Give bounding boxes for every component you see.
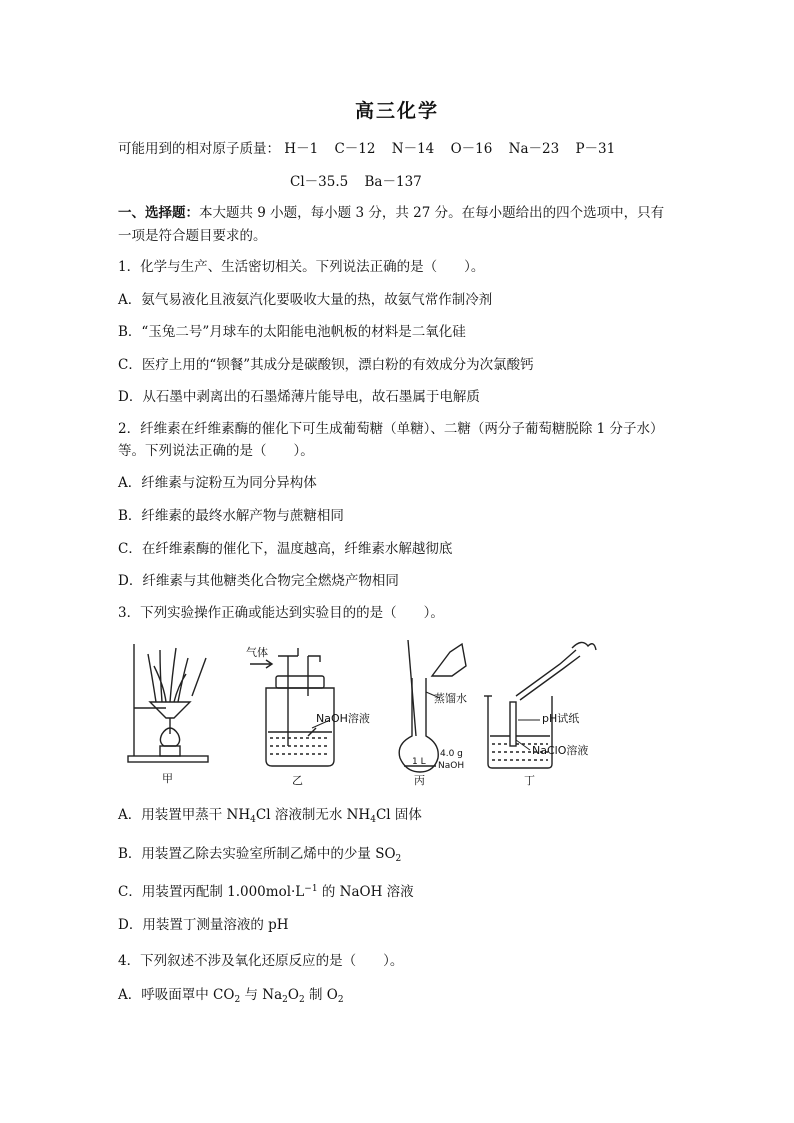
q3-c-sup: −1 bbox=[304, 884, 318, 894]
q4-a-text-1: A．呼吸面罩中 CO bbox=[118, 987, 235, 1003]
label-naoh-solution: NaOH溶液 bbox=[316, 712, 370, 725]
q4-option-a bbox=[118, 986, 344, 1004]
q3-a-text-1: A．用装置甲蒸干 NH bbox=[118, 807, 251, 823]
q4-a-text-3: O bbox=[287, 987, 299, 1003]
label-naclo-solution: NaClO溶液 bbox=[532, 744, 589, 757]
apparatus-jia bbox=[128, 644, 208, 762]
label-mass: 4.0 g bbox=[440, 749, 463, 759]
q2-stem-1: 2．纤维素在纤维素酶的催化下可生成葡萄糖（单糖）、二糖（两分子葡萄糖脱除 1 分子水） bbox=[118, 421, 664, 437]
atomic-mass-cl: Cl－35.5 bbox=[290, 174, 349, 190]
label-flask-volume: 1 L bbox=[412, 757, 426, 767]
label-distilled-water: 蒸馏水 bbox=[434, 692, 467, 705]
atomic-mass-o: O－16 bbox=[450, 141, 493, 157]
atomic-mass-h: H－1 bbox=[284, 141, 319, 157]
atomic-mass-row-2 bbox=[290, 173, 422, 191]
q1-option-a: A．氨气易液化且液氨汽化要吸收大量的热，故氨气常作制冷剂 bbox=[118, 292, 493, 308]
label-naoh: NaOH bbox=[438, 761, 465, 771]
q3-a-sub-2: 4 bbox=[370, 815, 376, 825]
section-text-1: 本大题共 9 小题，每小题 3 分，共 27 分。在每小题给出的四个选项中，只有 bbox=[199, 205, 665, 221]
atomic-mass-label: 可能用到的相对原子质量： bbox=[118, 141, 280, 157]
section-head: 一、选择题： bbox=[118, 205, 199, 221]
atomic-mass-na: Na－23 bbox=[508, 141, 560, 157]
page-title: 高三化学 bbox=[354, 100, 439, 122]
q3-option-d: D．用装置丁测量溶液的 pH bbox=[118, 917, 289, 933]
q4-a-text-4: 制 O bbox=[304, 987, 338, 1003]
q3-a-text-3: Cl 固体 bbox=[375, 807, 422, 823]
q3-b-text: B．用装置乙除去实验室所制乙烯中的少量 SO bbox=[118, 846, 396, 862]
q2-option-c: C．在纤维素酶的催化下，温度越高，纤维素水解越彻底 bbox=[118, 541, 453, 557]
q2-option-b: B．纤维素的最终水解产物与蔗糖相同 bbox=[118, 508, 344, 524]
label-yi: 乙 bbox=[292, 774, 303, 787]
q3-c-text-1: C．用装置丙配制 1.000mol·L bbox=[118, 884, 305, 900]
q1-option-b: B．“玉兔二号”月球车的太阳能电池帆板的材料是二氧化硅 bbox=[118, 324, 466, 340]
q4-a-sub-1: 2 bbox=[234, 995, 241, 1005]
apparatus-yi bbox=[250, 648, 334, 766]
q3-a-text-2: Cl 溶液制无水 NH bbox=[255, 807, 371, 823]
label-bing: 丙 bbox=[414, 774, 425, 787]
q2-stem-2: 等。下列说法正确的是（ ）。 bbox=[118, 443, 314, 459]
q3-stem: 3．下列实验操作正确或能达到实验目的的是（ ）。 bbox=[118, 605, 444, 621]
apparatus-figure bbox=[120, 636, 630, 788]
atomic-mass-n: N－14 bbox=[391, 141, 435, 157]
q4-stem: 4．下列叙述不涉及氧化还原反应的是（ ）。 bbox=[118, 953, 404, 969]
q1-stem: 1．化学与生产、生活密切相关。下列说法正确的是（ ）。 bbox=[118, 259, 485, 275]
label-jia: 甲 bbox=[162, 772, 173, 785]
q4-a-sub-4: 2 bbox=[337, 995, 344, 1005]
q2-option-a: A．纤维素与淀粉互为同分异构体 bbox=[118, 475, 317, 491]
q3-option-c bbox=[118, 883, 414, 901]
q4-a-sub-3: 2 bbox=[298, 995, 305, 1005]
section-instruction-line-1 bbox=[118, 204, 664, 222]
atomic-mass-ba: Ba－137 bbox=[364, 174, 422, 190]
label-ding: 丁 bbox=[524, 774, 535, 787]
label-gas: 气体 bbox=[246, 646, 268, 659]
q1-option-c: C．医疗上用的“钡餐”其成分是碳酸钡，漂白粉的有效成分为次氯酸钙 bbox=[118, 357, 534, 373]
q1-option-d: D．从石墨中剥离出的石墨烯薄片能导电，故石墨属于电解质 bbox=[118, 389, 480, 405]
q3-c-text-2: 的 NaOH 溶液 bbox=[317, 884, 414, 900]
q4-a-text-2: 与 Na bbox=[240, 987, 283, 1003]
atomic-mass-p: P－31 bbox=[575, 141, 616, 157]
q3-option-a bbox=[118, 806, 422, 824]
q3-b-sub: 2 bbox=[395, 854, 402, 864]
atomic-mass-c: C－12 bbox=[334, 141, 376, 157]
section-instruction-line-2: 一项是符合题目要求的。 bbox=[118, 228, 267, 244]
q3-option-b bbox=[118, 845, 401, 863]
q3-a-sub-1: 4 bbox=[250, 815, 256, 825]
q4-a-sub-2: 2 bbox=[282, 995, 288, 1005]
q2-option-d: D．纤维素与其他糖类化合物完全燃烧产物相同 bbox=[118, 573, 399, 589]
atomic-mass-row-1 bbox=[118, 140, 615, 158]
label-ph-paper: pH试纸 bbox=[542, 712, 580, 725]
